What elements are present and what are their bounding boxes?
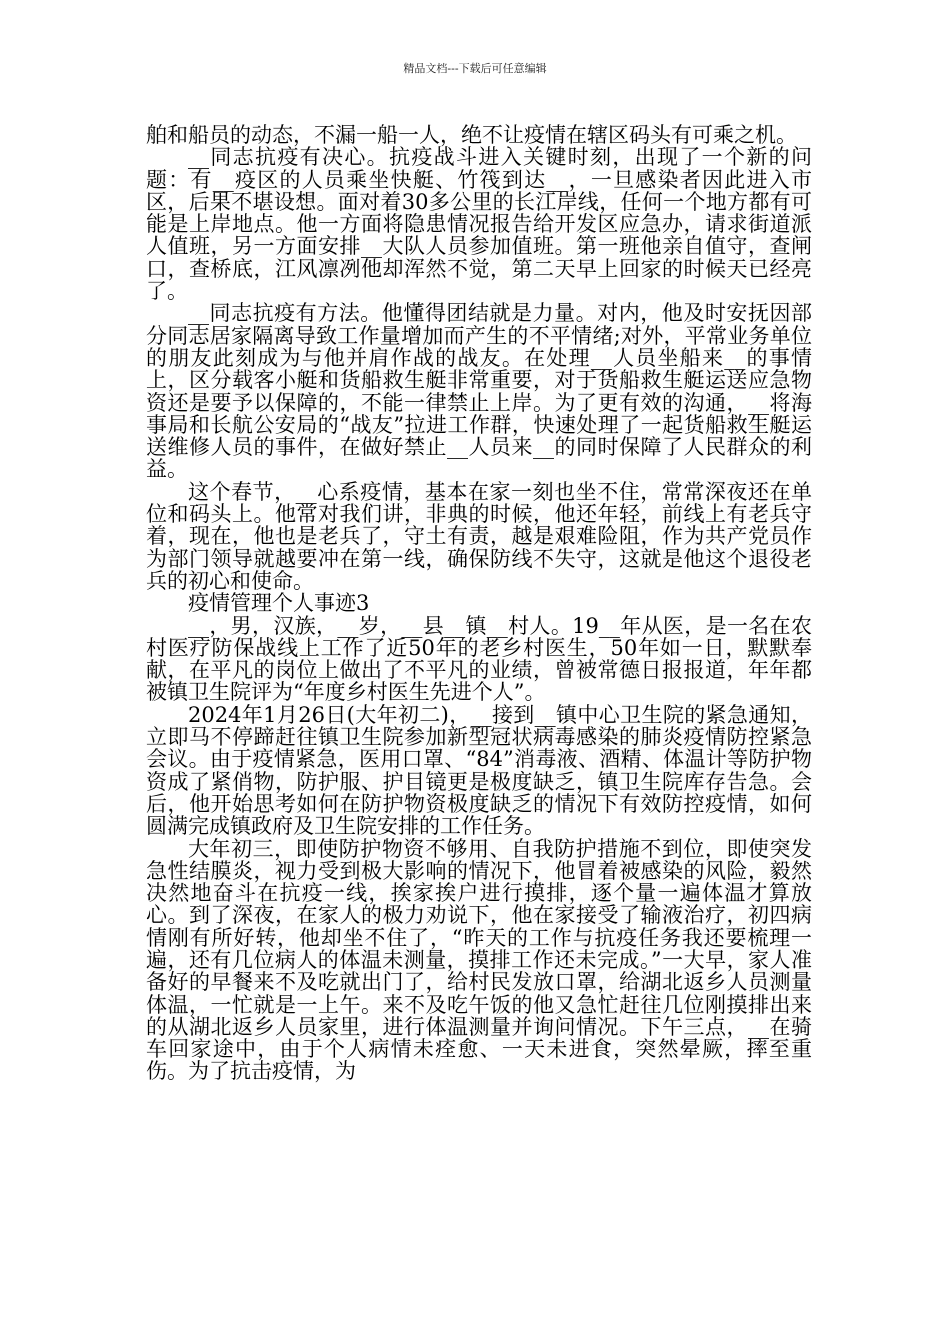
paragraph-spring-festival: 这个春节，__心系疫情，基本在家一刻也坐不住，常常深夜还在单位和码头上。他常对我们讲，非典的时候，他还年轻，前线上有老兵守着，现在，他也是老兵了，守土有责，越是艰难险阻，作为共产党员作为部门领导就越要冲在第一线，确保防线不失守，这就是他这个退役老兵的初心和使命。 <box>146 479 812 593</box>
section-title: 疫情管理个人事迹3 <box>188 591 370 616</box>
page-header: 精品文档---下载后可任意编辑 <box>403 62 547 75</box>
paragraph-method: __同志抗疫有方法。他懂得团结就是力量。对内，他及时安抚因部分同志居家隔离导致工作量增加而产生的不平情绪;对外，平常业务单位的朋友此刻成为与他并肩作战的战友。在处理__人员坐船来__的事情上，区分载客小艇和货船救生艇非常重要，对于货船救生艇运送应急物资还是要予以保障的，不能一律禁止上岸。为了更有效的沟通，__将海事局和长航公安局的“战友”拉进工作群，快速处理了一起货船救生艇运送维修人员的事件，在做好禁止__人员来__的同时保障了人民群众的利益。 <box>146 301 812 482</box>
paragraph-profile: __，男，汉族，__岁，__县__镇__村人。19__年从医，是一名在农村医疗防保战线上工作了近50年的老乡村医生，50年如一日，默默奉献，在平凡的岗位上做出了不平凡的业绩，曾被常德日报报道，年年都被镇卫生院评为“年度乡村医生先进个人”。 <box>146 613 812 705</box>
paragraph-determination: __同志抗疫有决心。抗疫战斗进入关键时刻，出现了一个新的问题：有__疫区的人员乘坐快艇、竹筏到达__，一旦感染者因此进入市区，后果不堪设想。面对着30多公里的长江岸线，任何一个地方都有可能是上岸地点。他一方面将隐患情况报告给开发区应急办，请求街道派人值班，另一方面安排__大队人员参加值班。第一班他亲自值守，查闸口，查桥底，江风凛冽他却浑然不觉，第二天早上回家的时候天已经亮了。 <box>146 145 812 304</box>
paragraph-emergency-meeting: 2024年1月26日(大年初二)，__接到__镇中心卫生院的紧急通知，立即马不停蹄赶往镇卫生院参加新型冠状病毒感染的肺炎疫情防控紧急会议。由于疫情紧急，医用口罩、“84”消毒液、酒精、体温计等防护物资成了紧俏物，防护服、护目镜更是极度缺乏，镇卫生院库存告急。会后，他开始思考如何在防护物资极度缺乏的情况下有效防控疫情，如何圆满完成镇政府及卫生院安排的工作任务。 <box>146 702 812 839</box>
document-body <box>146 124 812 1083</box>
paragraph-frontline: 大年初三，即使防护物资不够用、自我防护措施不到位，即使突发急性结膜炎，视力受到极大影响的情况下，他冒着被感染的风险，毅然决然地奋斗在抗疫一线，挨家挨户进行摸排，逐个量一遍体温才算放心。到了深夜，在家人的极力劝说下，他在家接受了输液治疗，初四病情刚有所好转，他却坐不住了，“昨天的工作与抗疫任务我还要梳理一遍，还有几位病人的体温未测量，摸排工作还未完成。”一大早，家人准备好的早餐来不及吃就出门了，给村民发放口罩，给湖北返乡人员测量体温，一忙就是一上午。来不及吃午饭的他又急忙赶往几位刚摸排出来的从湖北返乡人员家里，进行体温测量并询问情况。下午三点，__在骑车回家途中，由于个人病情未痊愈、一天未进食，突然晕厥，摔至重伤。为了抗击疫情，为 <box>146 836 812 1084</box>
paragraph-continuation: 舶和船员的动态，不漏一船一人，绝不让疫情在辖区码头有可乘之机。 <box>146 123 797 147</box>
